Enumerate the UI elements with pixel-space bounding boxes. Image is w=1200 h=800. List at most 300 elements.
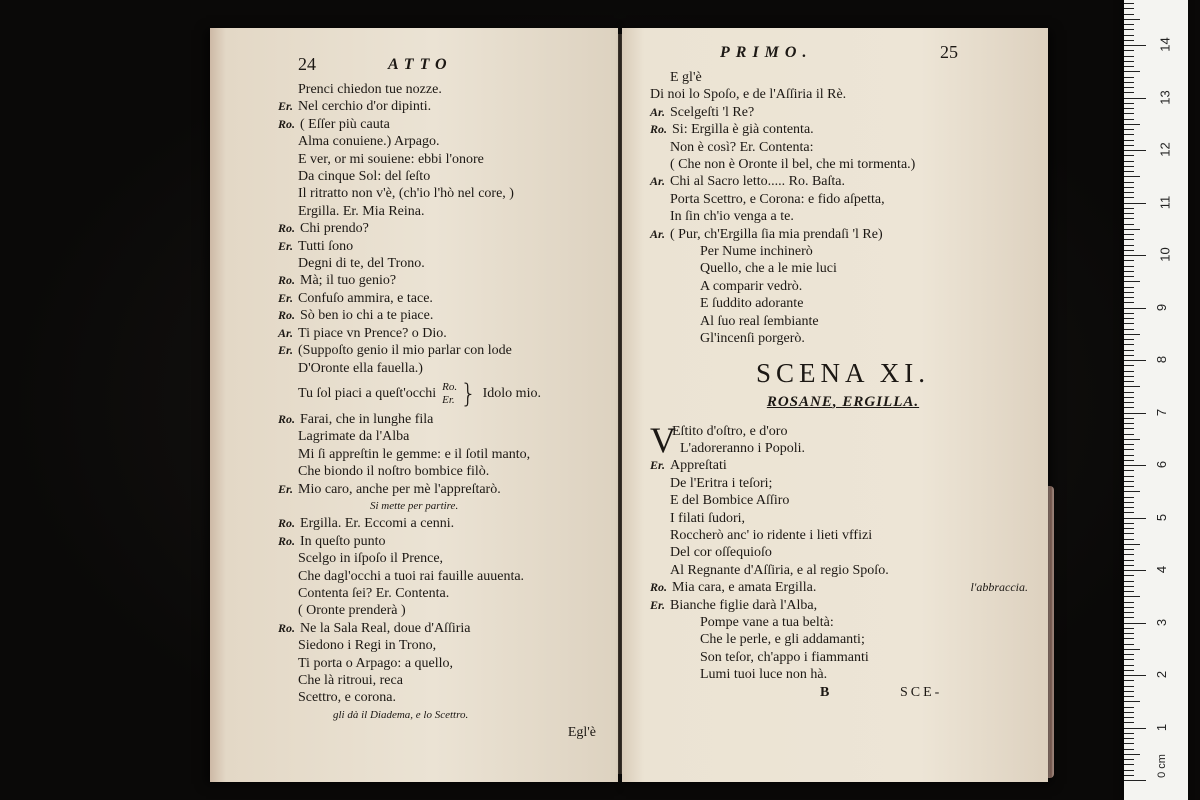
dialogue-line	[650, 295, 1036, 312]
ruler-tick	[1124, 717, 1134, 718]
dialogue-line	[650, 313, 1036, 330]
line-text: Il ritratto non v'è, (ch'io l'hò nel core, )	[298, 186, 514, 202]
speaker-label: Ro.	[442, 380, 458, 393]
ruler-number: 11	[1157, 195, 1173, 209]
line-text: Che là ritroui, reca	[298, 673, 403, 688]
dialogue-line	[650, 544, 1036, 561]
ruler-tick	[1124, 239, 1134, 240]
line-text: Ti porta o Arpago: a quello,	[298, 655, 454, 671]
dialogue-line	[278, 360, 610, 377]
ruler-tick	[1124, 208, 1134, 209]
line-text: Mio caro, anche per mè l'appreſtarò.	[298, 481, 501, 497]
line-text: D'Oronte ella fauella.)	[298, 360, 423, 376]
duet-text: Tu ſol piaci a queſt'occhi	[298, 385, 437, 401]
ruler-tick	[1124, 66, 1134, 67]
line-text: Che biondo il noſtro bombice filò.	[298, 464, 490, 480]
ruler-tick	[1124, 197, 1134, 198]
ruler-tick	[1124, 759, 1134, 760]
ruler-tick	[1124, 8, 1134, 9]
dialogue-line	[278, 151, 610, 168]
ruler-tick	[1124, 308, 1146, 309]
ruler-tick	[1124, 82, 1134, 83]
ruler-tick	[1124, 749, 1134, 750]
brace-glyph: }	[460, 378, 477, 409]
speaker-label: Er.	[278, 99, 294, 114]
dialogue-line	[278, 620, 610, 637]
text-block	[278, 411, 610, 498]
speaker-label: Ar.	[650, 174, 666, 189]
ruler-tick	[1124, 19, 1140, 20]
ruler-tick	[1124, 155, 1134, 156]
ruler-tick	[1124, 392, 1134, 393]
stage-direction: l'abbraccia.	[970, 580, 1028, 595]
ruler-tick	[1124, 245, 1134, 246]
dialogue-line	[278, 116, 610, 133]
ruler-tick	[1124, 586, 1134, 587]
dialogue-line	[650, 666, 1036, 683]
dialogue-line	[278, 655, 610, 672]
scene-characters: ROSANE, ERGILLA.	[766, 393, 920, 410]
dialogue-line	[650, 597, 1036, 614]
speaker-label: Ro.	[278, 116, 296, 131]
line-text: ( Eſſer più cauta	[300, 116, 390, 132]
ruler-tick	[1124, 61, 1134, 62]
speaker-label: Ro.	[278, 620, 296, 635]
ruler-number: 3	[1154, 618, 1170, 626]
line-text: Nel cerchio d'or dipinti.	[298, 99, 432, 115]
catchword: Egl'è	[567, 725, 596, 741]
line-text: Chi al Sacro letto..... Ro. Baſta.	[670, 174, 845, 190]
line-text: Che le perle, e gli addamanti;	[700, 632, 865, 648]
ruler-tick	[1124, 512, 1134, 513]
ruler-tick	[1124, 192, 1134, 193]
dialogue-line	[278, 307, 610, 324]
ruler-tick	[1124, 150, 1146, 151]
dialogue-line	[650, 191, 1036, 208]
ruler-tick	[1124, 565, 1134, 566]
verse-line: L'adoreranno i Popoli.	[680, 440, 805, 456]
ruler-tick	[1124, 544, 1140, 545]
running-head: ATTO	[388, 56, 453, 73]
line-text: Scettro, e corona.	[298, 690, 396, 706]
dialogue-line	[650, 260, 1036, 277]
text-block	[650, 457, 1036, 579]
line-text: Bianche figlie darà l'Alba,	[670, 597, 818, 613]
text-block	[278, 515, 610, 706]
line-text: ( Pur, ch'Ergilla ſia mia prendaſi 'l Re)	[670, 226, 883, 242]
dialogue-line	[650, 631, 1036, 648]
ruler-tick	[1124, 528, 1134, 529]
dialogue-line	[650, 208, 1036, 225]
ruler-tick	[1124, 780, 1146, 781]
line-text: Mia cara, e amata Ergilla.	[672, 580, 817, 596]
ruler-tick	[1124, 334, 1140, 335]
line-text: E del Bombice Aſſiro	[670, 493, 790, 509]
ruler-tick	[1124, 455, 1134, 456]
ruler-tick	[1124, 92, 1134, 93]
ruler-tick	[1124, 255, 1146, 256]
ruler-number: 14	[1157, 37, 1173, 52]
speaker-label: Ro.	[278, 221, 296, 236]
page-number: 25	[940, 42, 958, 62]
ruler-tick	[1124, 654, 1134, 655]
right-page	[622, 28, 1048, 782]
line-text: In ſin ch'io venga a te.	[670, 209, 794, 225]
line-text: Ergilla. Er. Eccomi a cenni.	[300, 516, 455, 532]
ruler-tick	[1124, 633, 1134, 634]
ruler-tick	[1124, 733, 1134, 734]
line-text: Per Nume inchinerò	[700, 244, 813, 260]
ruler-tick	[1124, 281, 1140, 282]
dialogue-line	[278, 481, 610, 498]
signature-mark: B	[820, 684, 830, 700]
ruler-tick	[1124, 355, 1134, 356]
line-text: Del cor oſſequioſo	[670, 545, 772, 561]
speaker-label: Ro.	[650, 580, 668, 595]
ruler-tick	[1124, 108, 1134, 109]
line-text: Appreſtati	[670, 458, 727, 474]
ruler-tick	[1124, 518, 1146, 519]
catchword: SCE-	[900, 684, 943, 700]
dialogue-line	[650, 510, 1036, 527]
stage-direction: Si mette per partire.	[370, 499, 459, 512]
page-footer	[650, 684, 1036, 704]
ruler-tick	[1124, 161, 1134, 162]
dialogue-line	[278, 238, 610, 255]
line-text: Son teſor, ch'appo i fiammanti	[700, 649, 869, 665]
dialogue-line	[650, 278, 1036, 295]
ruler-tick	[1124, 623, 1146, 624]
ruler-tick	[1124, 701, 1140, 702]
ruler-tick	[1124, 407, 1134, 408]
dialogue-line	[650, 86, 1036, 103]
ruler-tick	[1124, 523, 1134, 524]
open-book	[198, 28, 1054, 782]
dialogue-line	[278, 203, 610, 220]
ruler-tick	[1124, 402, 1134, 403]
line-text: I filati ſudori,	[670, 510, 746, 526]
ruler-tick	[1124, 465, 1146, 466]
ruler-tick	[1124, 381, 1134, 382]
line-text: Non è così? Er. Contenta:	[670, 139, 814, 155]
line-text: E gl'è	[670, 70, 702, 85]
ruler-tick	[1124, 56, 1134, 57]
ruler-tick	[1124, 29, 1134, 30]
ruler-tick	[1124, 423, 1134, 424]
drop-cap: V	[650, 419, 676, 460]
ruler-tick	[1124, 329, 1134, 330]
ruler-tick	[1124, 570, 1146, 571]
line-text: Al Regnante d'Aſſiria, e al regio Spoſo.	[670, 562, 889, 578]
ruler-tick	[1124, 691, 1134, 692]
text-block	[650, 69, 1036, 348]
ruler-tick	[1124, 103, 1134, 104]
dialogue-line	[278, 185, 610, 202]
line-text: Scelgeſti 'l Re?	[670, 104, 755, 120]
line-text: Degni di te, del Trono.	[298, 256, 425, 272]
line-text: Sò ben io chi a te piace.	[300, 308, 434, 324]
dialogue-line	[278, 446, 610, 463]
line-text: Scelgo in iſpoſo il Prence,	[298, 551, 444, 567]
dialogue-line	[278, 81, 610, 98]
line-text: Farai, che in lunghe fila	[300, 411, 434, 427]
ruler-tick	[1124, 712, 1134, 713]
ruler-tick	[1124, 234, 1134, 235]
ruler-tick	[1124, 397, 1134, 398]
speaker-label: Ro.	[650, 122, 668, 137]
ruler-number: 2	[1154, 670, 1170, 679]
ruler-number: 1	[1154, 723, 1170, 731]
ruler-tick	[1124, 371, 1134, 372]
line-text: Lagrimate da l'Alba	[298, 429, 410, 445]
ruler-tick	[1124, 486, 1134, 487]
ruler-tick	[1124, 449, 1134, 450]
dialogue-line	[278, 637, 610, 654]
ruler-tick	[1124, 764, 1134, 765]
ruler-unit: 0 cm	[1155, 754, 1168, 778]
ruler-number: 4	[1154, 565, 1170, 574]
ruler-tick	[1124, 481, 1134, 482]
dialogue-line	[650, 527, 1036, 544]
ruler-tick	[1124, 770, 1134, 771]
line-text: Ne la Sala Real, doue d'Aſſiria	[300, 620, 471, 636]
line-text: Porta Scettro, e Corona: e fido aſpetta,	[670, 191, 885, 207]
stage-direction: gli dà il Diadema, e lo Scettro.	[333, 708, 469, 721]
line-text: Si: Ergilla è già contenta.	[672, 122, 814, 138]
ruler-tick	[1124, 87, 1134, 88]
ruler-tick	[1124, 376, 1134, 377]
ruler-tick	[1124, 533, 1134, 534]
ruler-tick	[1124, 722, 1134, 723]
ruler-number: 9	[1154, 303, 1170, 311]
ruler-number: 12	[1157, 142, 1173, 157]
ruler-tick	[1124, 40, 1134, 41]
dialogue-line	[278, 689, 610, 706]
ruler-tick	[1124, 213, 1134, 214]
ruler-tick	[1124, 460, 1134, 461]
dialogue-line	[650, 121, 1036, 138]
running-head: PRIMO.	[720, 44, 813, 61]
ruler-tick	[1124, 182, 1134, 183]
dialogue-line	[650, 243, 1036, 260]
ruler-tick	[1124, 607, 1134, 608]
dialogue-line	[650, 614, 1036, 631]
ruler-tick	[1124, 124, 1140, 125]
line-text: Ti piace vn Prence? o Dio.	[298, 325, 447, 341]
ruler-tick	[1124, 203, 1146, 204]
dialogue-line	[278, 98, 610, 115]
ruler-tick	[1124, 260, 1134, 261]
speaker-label: Ar.	[650, 104, 666, 119]
line-text: A comparir vedrò.	[700, 278, 803, 294]
ruler-tick	[1124, 591, 1134, 592]
line-text: Chi prendo?	[300, 221, 369, 237]
ruler-tick	[1124, 686, 1134, 687]
ruler-tick	[1124, 24, 1134, 25]
ruler-tick	[1124, 350, 1134, 351]
text-block	[278, 81, 610, 377]
ruler-tick	[1124, 507, 1134, 508]
ruler-tick	[1124, 428, 1134, 429]
ruler-tick	[1124, 476, 1134, 477]
dialogue-line	[278, 220, 610, 237]
ruler-number: 7	[1154, 408, 1170, 416]
dialogue-line	[650, 330, 1036, 347]
scene-title: SCENA XI.	[755, 357, 930, 388]
ruler-tick	[1124, 728, 1146, 729]
dialogue-line	[278, 515, 610, 532]
ruler-tick	[1124, 360, 1146, 361]
verse-line: Eſtito d'oſtro, e d'oro	[672, 423, 788, 439]
ruler-tick	[1124, 491, 1140, 492]
ruler-number: 10	[1157, 247, 1173, 262]
speaker-label: Ro.	[278, 411, 296, 426]
right-page-header	[650, 42, 1036, 69]
ruler-tick	[1124, 218, 1134, 219]
ruler-tick	[1124, 297, 1134, 298]
dialogue-line	[650, 649, 1036, 666]
dialogue-line	[278, 272, 610, 289]
ruler-tick	[1124, 581, 1134, 582]
left-page	[210, 28, 618, 782]
dialogue-line	[650, 475, 1036, 492]
line-text: Roccherò anc' io ridente i lieti vffizi	[670, 527, 873, 543]
duet-line	[278, 377, 610, 411]
line-text: Prenci chiedon tue nozze.	[298, 82, 442, 97]
ruler-tick	[1124, 134, 1134, 135]
ruler-tick	[1124, 129, 1134, 130]
dialogue-line	[278, 672, 610, 689]
ruler-tick	[1124, 176, 1140, 177]
ruler-tick	[1124, 35, 1134, 36]
ruler-tick	[1124, 302, 1134, 303]
ruler-tick	[1124, 665, 1134, 666]
dialogue-line	[650, 579, 1036, 596]
ruler-tick	[1124, 439, 1140, 440]
ruler-tick	[1124, 434, 1134, 435]
ruler-tick	[1124, 271, 1134, 272]
ruler-tick	[1124, 276, 1134, 277]
dialogue-line	[278, 585, 610, 602]
text-block	[650, 597, 1036, 684]
ruler-number: 8	[1154, 355, 1170, 364]
dialogue-line	[650, 69, 1036, 86]
line-text: E ver, or mi souiene: ebbi l'onore	[298, 151, 484, 167]
ruler-tick	[1124, 659, 1134, 660]
dialogue-line	[278, 463, 610, 480]
dialogue-line	[278, 533, 610, 550]
ruler-tick	[1124, 649, 1140, 650]
ruler-tick	[1124, 575, 1134, 576]
ruler-tick	[1124, 444, 1134, 445]
left-page-header	[278, 54, 610, 81]
ruler-tick	[1124, 502, 1134, 503]
ruler-tick	[1124, 754, 1140, 755]
speaker-label: Er.	[650, 597, 666, 612]
dialogue-line	[278, 342, 610, 359]
speaker-label: Ro.	[278, 516, 296, 531]
ruler-number: 13	[1157, 89, 1173, 105]
line-text: Tutti ſono	[298, 238, 354, 254]
speaker-label: Er.	[278, 343, 294, 358]
speaker-label: Ro.	[278, 273, 296, 288]
line-text: Quello, che a le mie luci	[700, 261, 837, 277]
ruler-number: 6	[1154, 460, 1170, 469]
ruler-tick	[1124, 497, 1134, 498]
line-text: ( Oronte prenderà )	[298, 603, 406, 619]
ruler-tick	[1124, 266, 1134, 267]
ruler-tick	[1124, 339, 1134, 340]
ruler-tick	[1124, 45, 1146, 46]
ruler-tick	[1124, 140, 1134, 141]
ruler-tick	[1124, 119, 1134, 120]
ruler-tick	[1124, 386, 1140, 387]
ruler-tick	[1124, 344, 1134, 345]
dialogue-line	[278, 255, 610, 272]
ruler-tick	[1124, 675, 1146, 676]
line-text: Alma conuiene.) Arpago.	[298, 134, 440, 150]
ruler-tick	[1124, 229, 1140, 230]
dialogue-line	[650, 562, 1036, 579]
ruler-tick	[1124, 292, 1134, 293]
speaker-label: Er.	[442, 393, 455, 406]
ruler-tick	[1124, 171, 1134, 172]
line-text: Pompe vane a tua beltà:	[700, 614, 834, 630]
dialogue-line	[650, 139, 1036, 156]
ruler-tick	[1124, 318, 1134, 319]
speaker-label: Ro.	[278, 308, 296, 323]
speaker-label: Er.	[650, 458, 666, 473]
ruler-tick	[1124, 743, 1134, 744]
dialogue-line	[278, 602, 610, 619]
dialogue-line	[650, 173, 1036, 190]
speaker-label: Er.	[278, 481, 294, 496]
dialogue-line	[278, 411, 610, 428]
line-text: E ſuddito adorante	[700, 296, 804, 312]
speaker-label: Er.	[278, 238, 294, 253]
line-text: ( Che non è Oronte il bel, che mi tormenta.)	[670, 157, 916, 173]
ruler-tick	[1124, 365, 1134, 366]
ruler-tick	[1124, 560, 1134, 561]
ruler-tick	[1124, 617, 1134, 618]
line-text: Al ſuo real ſembiante	[700, 313, 819, 329]
dialogue-line	[650, 226, 1036, 243]
ruler-tick	[1124, 612, 1134, 613]
ruler-tick	[1124, 418, 1134, 419]
ruler-tick	[1124, 50, 1134, 51]
ruler-tick	[1124, 323, 1134, 324]
line-text: Da cinque Sol: del ſeſto	[298, 169, 431, 185]
ruler-tick	[1124, 680, 1134, 681]
dialogue-line	[650, 104, 1036, 121]
page-number: 24	[298, 54, 316, 74]
speaker-label: Ro.	[278, 533, 296, 548]
dialogue-line	[278, 550, 610, 567]
dialogue-line	[278, 568, 610, 585]
line-text: In queſto punto	[300, 533, 386, 549]
ruler-tick	[1124, 707, 1134, 708]
ruler-tick	[1124, 3, 1134, 4]
ruler-tick	[1124, 250, 1134, 251]
ruler-tick	[1124, 539, 1134, 540]
speaker-label: Ar.	[650, 226, 666, 241]
ruler-number: 5	[1154, 513, 1170, 521]
ruler-tick	[1124, 602, 1134, 603]
ruler-tick	[1124, 313, 1134, 314]
ruler-tick	[1124, 77, 1134, 78]
ruler-tick	[1124, 145, 1134, 146]
ruler-tick	[1124, 187, 1134, 188]
